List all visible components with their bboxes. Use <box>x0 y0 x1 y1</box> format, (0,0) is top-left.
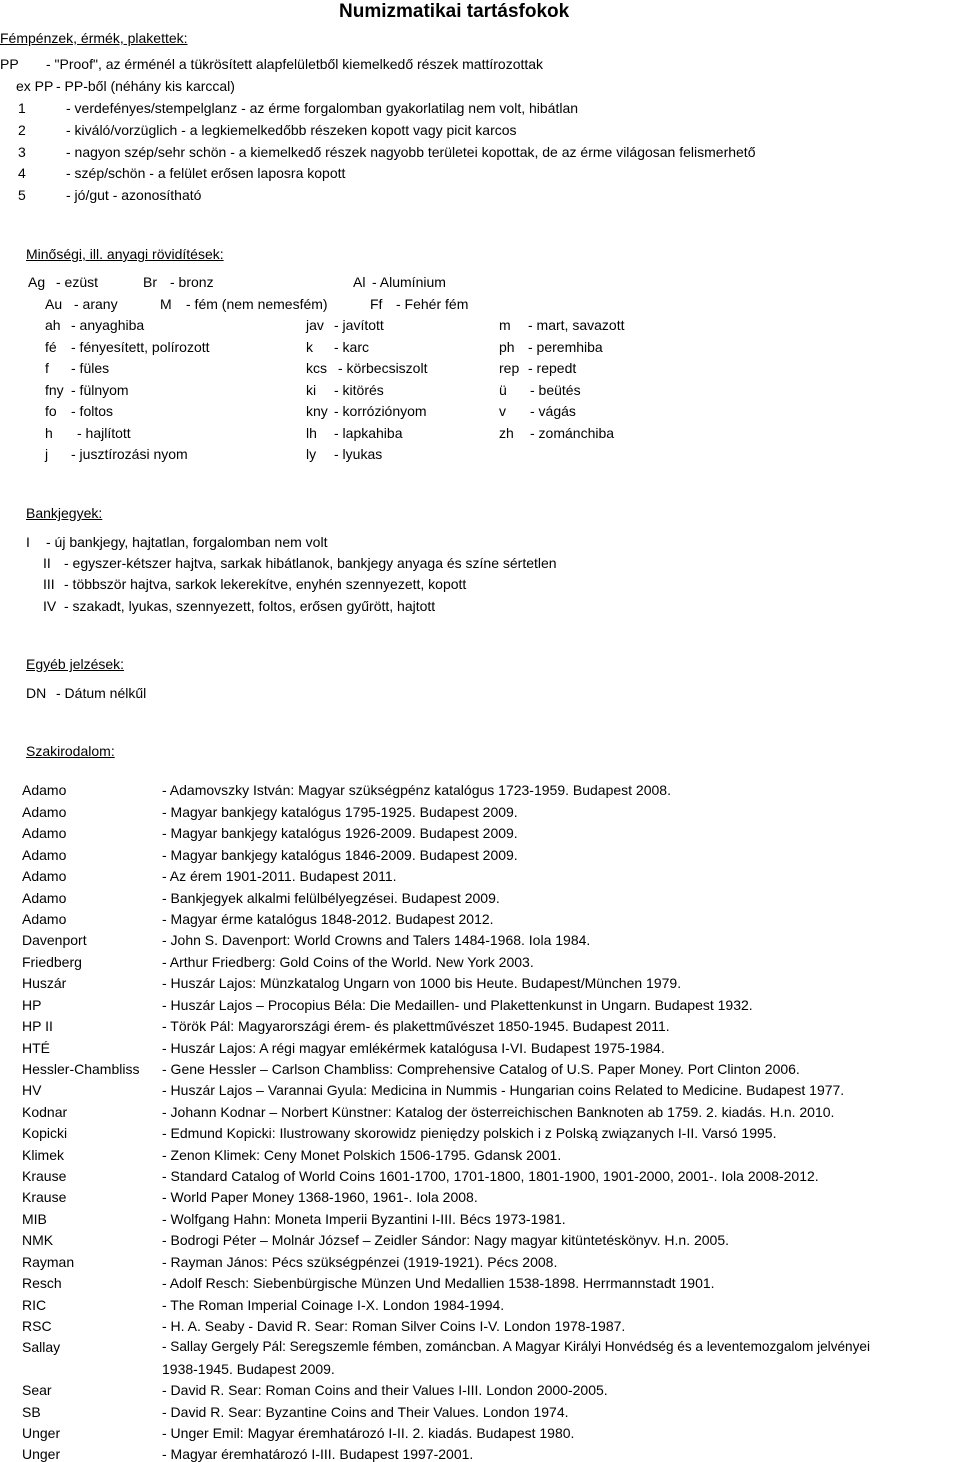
literature-entry: - Standard Catalog of World Coins 1601-1700, 1701-1800, 1801-1900, 1901-2000, 2001-. Iola 2008-2012. <box>162 1168 819 1184</box>
literature-author: Krause <box>22 1168 67 1184</box>
abbrev-code: ü <box>499 382 507 398</box>
abbrev-code: fny <box>45 382 64 398</box>
abbrev-desc: - javított <box>334 317 384 333</box>
literature-entry: - David R. Sear: Byzantine Coins and Their Values. London 1974. <box>162 1404 569 1420</box>
literature-author: NMK <box>22 1232 54 1248</box>
abbrev-desc: - Fehér fém <box>396 296 469 312</box>
literature-author: Davenport <box>22 932 87 948</box>
literature-author: Friedberg <box>22 954 82 970</box>
abbrev-code: j <box>45 446 49 462</box>
banknote-grade-code: IV <box>43 598 57 614</box>
literature-author: Unger <box>22 1446 61 1462</box>
abbrev-code: zh <box>499 425 514 441</box>
literature-author: Adamo <box>22 890 67 906</box>
abbrev-desc: - kitörés <box>334 382 384 398</box>
grade-code: 3 <box>18 144 26 160</box>
literature-entry: - Unger Emil: Magyar éremhatározó I-II. 2. kiadás. Budapest 1980. <box>162 1425 575 1441</box>
grade-desc: - "Proof", az érménél a tükrösített alapfelületből kiemelkedő részek mattírozottak <box>46 56 544 72</box>
abbrev-desc: - beütés <box>530 382 581 398</box>
abbrev-heading: Minőségi, ill. anyagi rövidítések: <box>26 246 224 262</box>
literature-entry: - David R. Sear: Roman Coins and their Values I-III. London 2000-2005. <box>162 1382 608 1398</box>
abbrev-desc: - anyaghiba <box>71 317 145 333</box>
grade-code: 4 <box>18 165 26 181</box>
abbrev-desc: - füles <box>71 360 110 376</box>
literature-author: Adamo <box>22 804 67 820</box>
literature-author: Kodnar <box>22 1104 68 1120</box>
literature-author: Hessler-Chambliss <box>22 1061 140 1077</box>
literature-author: Adamo <box>22 868 67 884</box>
abbrev-code: ly <box>306 446 317 462</box>
abbrev-desc: - fém (nem nemesfém) <box>186 296 328 312</box>
literature-entry: - The Roman Imperial Coinage I-X. London 1984-1994. <box>162 1297 505 1313</box>
abbrev-code: jav <box>306 317 324 333</box>
banknote-grade-code: III <box>43 576 55 592</box>
literature-entry: - Magyar bankjegy katalógus 1795-1925. Budapest 2009. <box>162 804 518 820</box>
abbrev-desc: - foltos <box>71 403 114 419</box>
literature-entry: - Magyar bankjegy katalógus 1926-2009. Budapest 2009. <box>162 825 518 841</box>
literature-entry: - H. A. Seaby - David R. Sear: Roman Silver Coins I-V. London 1978-1987. <box>162 1318 626 1334</box>
abbrev-desc: - karc <box>334 339 369 355</box>
banknote-grade-code: II <box>43 555 51 571</box>
literature-author: HP <box>22 997 42 1013</box>
other-code: DN <box>26 685 47 701</box>
other-heading: Egyéb jelzések: <box>26 656 125 672</box>
literature-entry: - Zenon Klimek: Ceny Monet Polskich 1506-1795. Gdansk 2001. <box>162 1147 562 1163</box>
literature-entry: - World Paper Money 1368-1960, 1961-. Iola 2008. <box>162 1189 478 1205</box>
literature-author: RIC <box>22 1297 47 1313</box>
abbrev-code: kny <box>306 403 328 419</box>
other-desc: - Dátum nélkűl <box>56 685 147 701</box>
abbrev-code: ph <box>499 339 515 355</box>
literature-entry: - Adolf Resch: Siebenbürgische Münzen Und Medallien 1538-1898. Herrmannstadt 1901. <box>162 1275 715 1291</box>
literature-author: MIB <box>22 1211 47 1227</box>
literature-entry: - Török Pál: Magyarországi érem- és plakettművészet 1850-1945. Budapest 2011. <box>162 1018 670 1034</box>
abbrev-desc: - ezüst <box>56 274 99 290</box>
abbrev-code: h <box>45 425 53 441</box>
abbrev-code: Au <box>45 296 63 312</box>
abbrev-desc: - jusztírozási nyom <box>71 446 188 462</box>
literature-author: Sear <box>22 1382 52 1398</box>
grade-code: PP <box>0 56 19 72</box>
grade-desc: - jó/gut - azonosítható <box>66 187 202 203</box>
abbrev-desc: - arany <box>74 296 118 312</box>
abbrev-desc: - mart, savazott <box>528 317 625 333</box>
literature-author: Rayman <box>22 1254 75 1270</box>
literature-entry-continued: 1938-1945. Budapest 2009. <box>162 1361 335 1377</box>
literature-entry: - Huszár Lajos – Varannai Gyula: Medicina in Nummis - Hungarian coins Related to Medicine. Budapest 1977. <box>162 1082 845 1098</box>
abbrev-code: rep <box>499 360 520 376</box>
literature-entry: - Bankjegyek alkalmi felülbélyegzései. Budapest 2009. <box>162 890 500 906</box>
abbrev-code: fé <box>45 339 57 355</box>
grade-desc: - kiváló/vorzüglich - a legkiemelkedőbb részeken kopott vagy picit karcos <box>66 122 517 138</box>
grade-desc: - nagyon szép/sehr schön - a kiemelkedő részek nagyobb területei kopottak, de az érme világosan felismerhető <box>66 144 756 160</box>
abbrev-desc: - fényesített, polírozott <box>71 339 210 355</box>
grade-code: 1 <box>18 100 26 116</box>
literature-author: HV <box>22 1082 42 1098</box>
abbrev-desc: - Alumínium <box>372 274 446 290</box>
literature-author: Kopicki <box>22 1125 68 1141</box>
abbrev-desc: - fülnyom <box>71 382 129 398</box>
literature-entry: - Magyar érme katalógus 1848-2012. Budapest 2012. <box>162 911 494 927</box>
literature-entry: - Az érem 1901-2011. Budapest 2011. <box>162 868 397 884</box>
literature-author: Resch <box>22 1275 62 1291</box>
literature-entry: - Gene Hessler – Carlson Chambliss: Comprehensive Catalog of U.S. Paper Money. Port Clinton 2006. <box>162 1061 800 1077</box>
grade-desc: - PP-ből (néhány kis karccal) <box>56 78 235 94</box>
literature-entry: - Huszár Lajos – Procopius Béla: Die Medaillen- und Plakettenkunst in Ungarn. Budapest 1932. <box>162 997 753 1013</box>
abbrev-desc: - hajlított <box>77 425 131 441</box>
abbrev-code: M <box>160 296 172 312</box>
literature-author: HTÉ <box>22 1040 50 1056</box>
literature-author: Unger <box>22 1425 61 1441</box>
literature-entry: - Bodrogi Péter – Molnár József – Zeidler Sándor: Nagy magyar kitüntetéskönyv. H.n. 2005. <box>162 1232 730 1248</box>
grade-desc: - szép/schön - a felület erősen laposra kopott <box>66 165 346 181</box>
literature-entry: - Rayman János: Pécs szükségpénzei (1919-1921). Pécs 2008. <box>162 1254 558 1270</box>
literature-author: Sallay <box>22 1339 61 1355</box>
abbrev-code: f <box>45 360 49 376</box>
abbrev-desc: - repedt <box>528 360 577 376</box>
abbrev-code: lh <box>306 425 317 441</box>
abbrev-code: ki <box>306 382 317 398</box>
literature-entry: - Huszár Lajos: Münzkatalog Ungarn von 1000 bis Heute. Budapest/München 1979. <box>162 975 682 991</box>
literature-entry: - Sallay Gergely Pál: Seregszemle fémben, zománcban. A Magyar Királyi Honvédség és a leventemozgalom jelvényei <box>162 1339 870 1354</box>
abbrev-code: v <box>499 403 506 419</box>
abbrev-code: Ff <box>370 296 383 312</box>
literature-heading: Szakirodalom: <box>26 743 115 759</box>
literature-author: Huszár <box>22 975 67 991</box>
literature-author: Adamo <box>22 911 67 927</box>
literature-author: Adamo <box>22 782 67 798</box>
abbrev-code: m <box>499 317 511 333</box>
abbrev-code: Br <box>143 274 157 290</box>
abbrev-desc: - peremhiba <box>528 339 603 355</box>
abbrev-code: ah <box>45 317 61 333</box>
literature-entry: - Huszár Lajos: A régi magyar emlékérmek katalógusa I-VI. Budapest 1975-1984. <box>162 1040 665 1056</box>
grade-desc: - verdefényes/stempelglanz - az érme forgalomban gyakorlatilag nem volt, hibátlan <box>66 100 579 116</box>
literature-entry: - Adamovszky István: Magyar szükségpénz katalógus 1723-1959. Budapest 2008. <box>162 782 671 798</box>
literature-author: SB <box>22 1404 41 1420</box>
abbrev-code: Al <box>353 274 366 290</box>
abbrev-code: kcs <box>306 360 327 376</box>
literature-entry: - Edmund Kopicki: Ilustrowany skorowidz pieniędzy polskich i z Polską związanych I-II. Varsó 1995. <box>162 1125 777 1141</box>
literature-author: Klimek <box>22 1147 65 1163</box>
page-title: Numizmatikai tartásfokok <box>339 1 570 22</box>
banknote-grade-code: I <box>26 534 30 550</box>
literature-entry: - Arthur Friedberg: Gold Coins of the World. New York 2003. <box>162 954 534 970</box>
banknote-grade-desc: - egyszer-kétszer hajtva, sarkak hibátlanok, bankjegy anyaga és színe sértetlen <box>64 555 557 571</box>
abbrev-desc: - vágás <box>530 403 576 419</box>
grade-code: ex PP <box>16 78 54 94</box>
banknotes-heading: Bankjegyek: <box>26 505 103 521</box>
medals-heading: Fémpénzek, érmék, plakettek: <box>0 30 188 46</box>
banknote-grade-desc: - többször hajtva, sarkok lekerekítve, enyhén szennyezett, kopott <box>64 576 467 592</box>
literature-author: Adamo <box>22 825 67 841</box>
abbrev-code: Ag <box>28 274 46 290</box>
literature-entry: - Magyar éremhatározó I-III. Budapest 1997-2001. <box>162 1446 474 1462</box>
literature-author: Adamo <box>22 847 67 863</box>
abbrev-desc: - lyukas <box>334 446 383 462</box>
abbrev-desc: - korróziónyom <box>334 403 427 419</box>
grade-code: 5 <box>18 187 26 203</box>
abbrev-code: k <box>306 339 313 355</box>
abbrev-desc: - bronz <box>170 274 214 290</box>
banknote-grade-desc: - új bankjegy, hajtatlan, forgalomban nem volt <box>46 534 328 550</box>
abbrev-desc: - körbecsiszolt <box>338 360 428 376</box>
literature-entry: - Magyar bankjegy katalógus 1846-2009. Budapest 2009. <box>162 847 518 863</box>
literature-author: RSC <box>22 1318 52 1334</box>
abbrev-desc: - lapkahiba <box>334 425 403 441</box>
literature-entry: - Wolfgang Hahn: Moneta Imperii Byzantini I-III. Bécs 1973-1981. <box>162 1211 566 1227</box>
literature-entry: - Johann Kodnar – Norbert Künstner: Katalog der österreichischen Banknoten ab 1759. 2. kiadás. H.n. 2010. <box>162 1104 835 1120</box>
grade-code: 2 <box>18 122 26 138</box>
abbrev-code: fo <box>45 403 57 419</box>
abbrev-desc: - zománchiba <box>530 425 615 441</box>
literature-author: HP II <box>22 1018 53 1034</box>
banknote-grade-desc: - szakadt, lyukas, szennyezett, foltos, erősen gyűrött, hajtott <box>64 598 436 614</box>
literature-author: Krause <box>22 1189 67 1205</box>
literature-entry: - John S. Davenport: World Crowns and Talers 1484-1968. Iola 1984. <box>162 932 591 948</box>
